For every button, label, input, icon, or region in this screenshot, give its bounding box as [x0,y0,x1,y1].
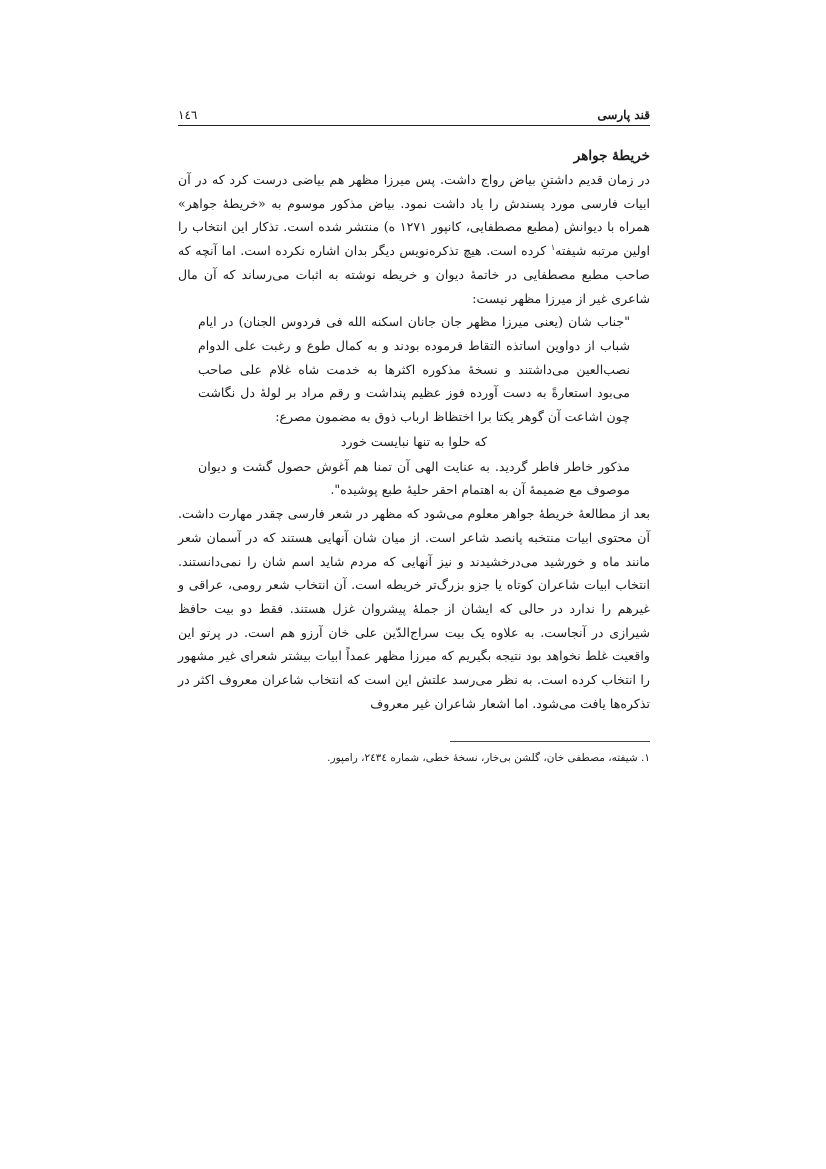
section-title: خریطۀ جواهر [573,148,650,164]
book-page [178,100,650,766]
running-title: قند پارسی [597,108,650,122]
paragraph-intro-text: در زمان قدیم داشتنِ بیاض رواج داشت. پس میرزا مظهر هم بیاضی درست کرد که در آن ابیات فارسی مورد پسندش را یاد داشت نمود. بیاض مذکور موسوم به «خریطۀ جواهر» همراه با دیوانش (مطبع مصطفایی، کانپور ۱۲۷۱ ه) منتشر شده است. تذکار این انتخاب را اولین مرتبه شیفته [178,172,651,259]
page-header [178,100,650,126]
footnote: ١. شیفته، مصطفی خان، گلشن بی‌خار، نسخۀ خطی، شماره ٢٤٣٤، رامپور. [327,752,650,765]
verse-line: که حلوا به تنها نبایست خورد [340,433,488,449]
footnote-reference: ١ [550,242,556,252]
footnote-divider [450,741,650,742]
page-number: ١٤٦ [178,108,198,122]
paragraph-analysis: بعد از مطالعۀ خریطۀ جواهر معلوم می‌شود که مظهر در شعر فارسی چقدر مهارت داشت. آن محتوی ابیات منتخبه پانصد شاعر است. از میان شان آنهایی هستند که در آسمان شعر مانند ماه و خورشید می‌درخشیدند و نیز آنهایی که مردم شاید اسم شان را نمی‌دانستند. انتخاب ابیات شاعران کوتاه یا جزو بزرگ‌تر خریطه است. آن انتخاب شعر رومی، عراقی و غیرهم را ندارد در حالی که ایشان از جملۀ پیشروان غزل هستند. فقط دو بیت حافظ شیرازی در آنجاست. به علاوه یک بیت سراج‌الدّین علی خان آرزو هم است. در پرتو این واقعیت غلط نخواهد بود نتیجه بگیریم که میرزا مظهر عمداً ابیات بیشتر شعرای غیر مشهور را انتخاب کرده است. به نظر می‌رسد علتش این است که انتخاب شاعران معروف اکثر در تذکره‌ها یافت می‌شود. اما اشعار شاعران غیر معروف [178,506,650,711]
block-quote [178,310,650,502]
paragraph-intro-text-continued: کرده است. هیچ تذکره‌نویس دیگر بدان اشاره نکرده است. اما آنچه که صاحب مطبع مصطفایی در خاتمۀ دیوان و خریطه نوشته به اثبات می‌رساند که آن مال شاعری غیر از میرزا مظهر نیست: [178,243,650,306]
quote-text: "جناب شان (یعنی میرزا مظهر جان جانان اسکنه الله فی فردوس الجنان) در ایام شباب از دواوین اساتذه التقاط فرموده بودند و به کمال طوع و رغبت علی الدوام نصب‌العین می‌داشتند و نسخۀ مذکوره اکثرها به خدمت شاه غلام علی صاحب می‌بود استعارةً به دست آورده فوز عظیم پنداشت و رقم مراد بر لولۀ دل نگاشت چون اشاعت آن گوهر یکتا برا اختظاظ ارباب ذوق به مضمون مصرع: [198,314,630,425]
paragraph-intro [178,168,650,310]
quote-continuation: مذکور خاطر فاطر گردید. به عنایت الهی آن تمنا هم آغوش حصول گشت و دیوان موصوف مع ضمیمۀ آن به اهتمام احقر حلیۀ طبع پوشیده". [198,458,630,498]
